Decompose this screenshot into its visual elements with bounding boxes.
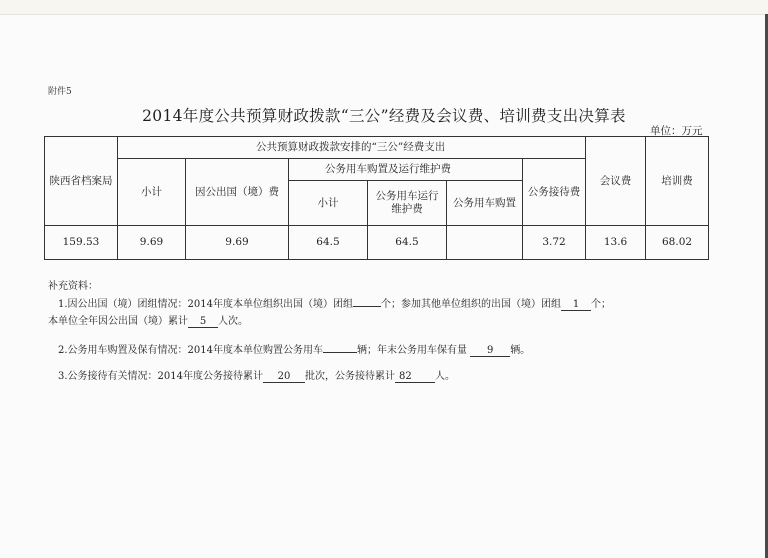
header-reception: 公务接待费: [523, 159, 586, 226]
notes-heading: 补充资料：: [48, 281, 98, 292]
header-org: 陕西省档案局: [45, 137, 118, 226]
note-item-3: 3.公务接待有关情况：2014年度公务接待累计 20 批次，公务接待累计 82 人。: [58, 371, 455, 382]
cell-reception: 3.72: [523, 226, 586, 260]
document-title: 2014年度公共预算财政拨款“三公”经费及会议费、培训费支出决算表: [142, 107, 626, 125]
header-overseas: 因公出国（境）费: [186, 159, 289, 226]
cell-overseas: 9.69: [186, 226, 289, 260]
purchased-vehicles-value: [323, 352, 357, 353]
header-vehicle-group: 公务用车购置及运行维护费: [289, 159, 523, 181]
cell-vehicle-subtotal: 64.5: [289, 226, 368, 260]
scan-top-edge: [0, 0, 768, 15]
header-training: 培训费: [646, 137, 709, 226]
cell-vehicle-operation: 64.5: [368, 226, 447, 260]
unit-label: 单位：万元: [650, 125, 703, 137]
cell-vehicle-purchase: [447, 226, 523, 260]
person-times-value: 5: [188, 316, 218, 328]
header-meeting: 会议费: [586, 137, 646, 226]
cell-training: 68.02: [646, 226, 709, 260]
attachment-label: 附件5: [48, 87, 72, 97]
header-vehicle-purchase: 公务用车购置: [447, 181, 523, 226]
own-groups-value: [353, 306, 381, 307]
note-item-1: 1.因公出国（境）团组情况：2014年度本单位组织出国（境）团组 个；参加其他单位组织的出国（境）团组 1 个；: [58, 299, 611, 310]
cell-meeting: 13.6: [586, 226, 646, 260]
cell-subtotal: 9.69: [118, 226, 186, 260]
reception-batches-value: 20: [263, 371, 305, 383]
note-item-1-line2: 本单位全年因公出国（境）累计 5 人次。: [48, 316, 248, 327]
note-item-2: 2.公务用车购置及保有情况：2014年度本单位购置公务用车 辆；年末公务用车保有量 9 辆。: [58, 345, 531, 356]
header-subtotal: 小计: [118, 159, 186, 226]
header-three-public-group: 公共预算财政拨款安排的“三公”经费支出: [118, 137, 586, 159]
expenditure-table: [44, 136, 709, 260]
reception-people-value: 82: [395, 371, 435, 383]
cell-total: 159.53: [45, 226, 118, 260]
header-vehicle-operation: 公务用车运行维护费: [368, 181, 447, 226]
header-vehicle-subtotal: 小计: [289, 181, 368, 226]
other-groups-value: 1: [561, 299, 591, 311]
held-vehicles-value: 9: [470, 345, 510, 357]
